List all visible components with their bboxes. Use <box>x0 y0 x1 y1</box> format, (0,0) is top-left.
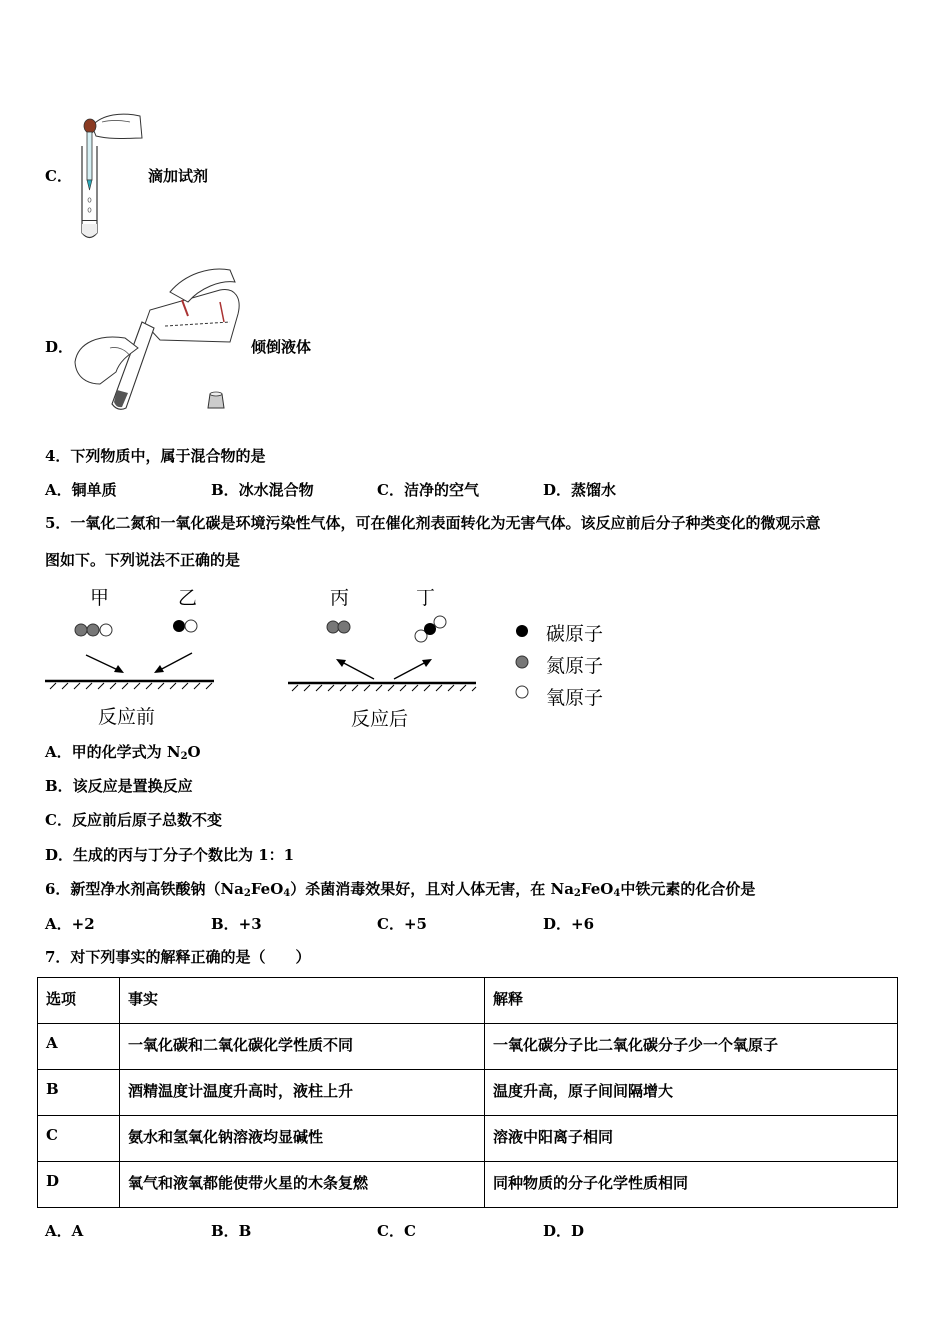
legend-markers <box>512 620 532 702</box>
molecule-jia <box>75 624 112 636</box>
q6-option-b[interactable]: B．+3 <box>211 915 262 933</box>
q5-option-d[interactable]: D．生成的丙与丁分子个数比为 1：1 <box>45 846 295 864</box>
q5-option-b[interactable]: B．该反应是置换反应 <box>45 777 193 795</box>
q6-stem-sub: 4 <box>613 888 621 899</box>
cell-explanation: 一氧化碳分子比二氧化碳分子少一个氧原子 <box>485 1024 898 1070</box>
cell-option: D <box>38 1162 120 1208</box>
q6-stem-sub: 2 <box>573 888 581 899</box>
q5-option-c[interactable]: C．反应前后原子总数不变 <box>45 811 222 829</box>
q5-stem-line2: 图如下。下列说法不正确的是 <box>45 551 241 569</box>
q6-stem-sub: 4 <box>283 888 291 899</box>
q6-stem-part: FeO <box>250 880 284 898</box>
q6-stem-part: 6．新型净水剂高铁酸钠（Na <box>45 880 244 898</box>
q3-option-d-text: 倾倒液体 <box>251 338 312 356</box>
cell-fact: 氧气和液氧都能使带火星的木条复燃 <box>120 1162 485 1208</box>
cell-option: C <box>38 1116 120 1162</box>
header-option: 选项 <box>38 978 120 1024</box>
q6-stem-part: ）杀菌消毒效果好，且对人体无害，在 Na <box>290 880 574 898</box>
legend-carbon-marker <box>516 625 528 637</box>
label-ding: 丁 <box>416 587 436 609</box>
table-row <box>38 1024 898 1070</box>
q7-option-c[interactable]: C．C <box>377 1222 416 1240</box>
q6-option-d[interactable]: D．+6 <box>543 915 595 933</box>
q5-option-a-prefix: A．甲的化学式为 N <box>45 743 181 761</box>
dropper-illustration <box>72 108 147 243</box>
q4-stem: 4．下列物质中，属于混合物的是 <box>45 447 266 465</box>
q5-option-a-sub: 2 <box>180 751 188 762</box>
q6-option-a[interactable]: A．+2 <box>45 915 95 933</box>
q4-option-c[interactable]: C．洁净的空气 <box>377 481 479 499</box>
q7-stem: 7．对下列事实的解释正确的是（ ） <box>45 948 311 966</box>
q6-option-c[interactable]: C．+5 <box>377 915 427 933</box>
q6-stem-part: 中铁元素的化合价是 <box>620 880 756 898</box>
reaction-diagram <box>40 605 490 697</box>
header-fact: 事实 <box>120 978 485 1024</box>
cell-explanation: 温度升高，原子间间隔增大 <box>485 1070 898 1116</box>
q7-option-d[interactable]: D．D <box>543 1222 585 1240</box>
q4-option-b[interactable]: B．冰水混合物 <box>211 481 314 499</box>
label-before: 反应前 <box>98 706 156 728</box>
legend-oxygen: 氧原子 <box>546 687 604 709</box>
cell-fact: 酒精温度计温度升高时，液柱上升 <box>120 1070 485 1116</box>
q5-option-a[interactable] <box>45 741 201 762</box>
q5-stem-line1: 5．一氧化二氮和一氧化碳是环境污染性气体，可在催化剂表面转化为无害气体。该反应前后分子种类变化的微观示意 <box>45 514 821 532</box>
cell-fact: 一氧化碳和二氧化碳化学性质不同 <box>120 1024 485 1070</box>
q4-option-d[interactable]: D．蒸馏水 <box>543 481 617 499</box>
pouring-illustration <box>70 262 245 414</box>
q6-stem-sub: 2 <box>243 888 251 899</box>
label-jia: 甲 <box>90 587 110 609</box>
q5-option-a-suffix: O <box>187 743 201 761</box>
table-row <box>38 1116 898 1162</box>
q7-option-b[interactable]: B．B <box>211 1222 252 1240</box>
label-bing: 丙 <box>330 587 350 609</box>
header-explanation: 解释 <box>485 978 898 1024</box>
q7-table <box>37 977 898 1208</box>
cell-fact: 氨水和氢氧化钠溶液均显碱性 <box>120 1116 485 1162</box>
cell-explanation: 同种物质的分子化学性质相同 <box>485 1162 898 1208</box>
cell-explanation: 溶液中阳离子相同 <box>485 1116 898 1162</box>
q3-option-c-letter: C． <box>45 167 72 185</box>
table-row <box>38 1162 898 1208</box>
q6-stem-part: FeO <box>580 880 614 898</box>
q3-option-c-text: 滴加试剂 <box>148 167 209 185</box>
q3-option-d-letter: D． <box>45 338 74 356</box>
molecule-ding <box>415 616 446 642</box>
molecule-bing <box>327 621 350 633</box>
legend-nitrogen: 氮原子 <box>546 655 604 677</box>
molecule-yi <box>173 620 197 632</box>
table-header-row <box>38 978 898 1024</box>
q7-option-a[interactable]: A．A <box>45 1222 84 1240</box>
table-row <box>38 1070 898 1116</box>
legend-nitrogen-marker <box>516 656 528 668</box>
label-after: 反应后 <box>351 708 409 730</box>
cell-option: A <box>38 1024 120 1070</box>
legend-oxygen-marker <box>516 686 528 698</box>
cell-option: B <box>38 1070 120 1116</box>
q4-option-a[interactable]: A．铜单质 <box>45 481 117 499</box>
q6-stem <box>45 878 755 899</box>
legend-carbon: 碳原子 <box>546 623 604 645</box>
label-yi: 乙 <box>178 587 198 609</box>
